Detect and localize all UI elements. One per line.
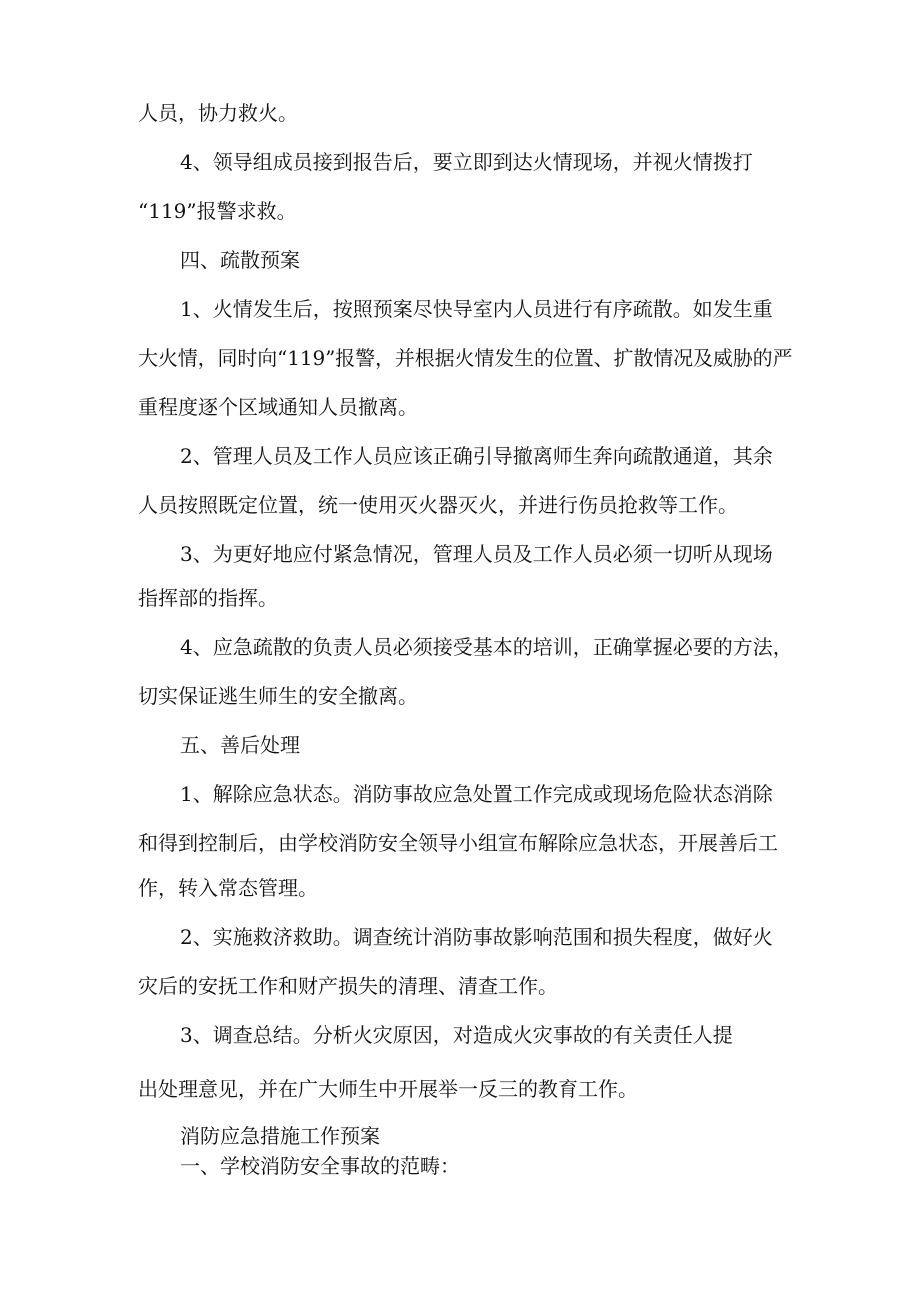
text-line: 2、管理人员及工作人员应该正确引导撤离师生奔向疏散通道，其余 bbox=[180, 444, 773, 468]
text-line: 灾后的安抚工作和财产损失的清理、清查工作。 bbox=[138, 974, 558, 998]
text-line: 3、调查总结。分析火灾原因，对造成火灾事故的有关责任人提 bbox=[180, 1023, 733, 1047]
text-line: 1、火情发生后，按照预案尽快导室内人员进行有序疏散。如发生重 bbox=[180, 297, 773, 321]
text-line: 4、应急疏散的负责人员必须接受基本的培训，正确掌握必要的方法， bbox=[180, 635, 793, 659]
text-line: 指挥部的指挥。 bbox=[138, 586, 278, 610]
section-title: 消防应急措施工作预案 bbox=[180, 1124, 380, 1148]
text-line: 切实保证逃生师生的安全撤离。 bbox=[138, 684, 418, 708]
text-line: 大火情，同时向“119”报警，并根据火情发生的位置、扩散情况及威胁的严 bbox=[138, 346, 793, 370]
text-line: 3、为更好地应付紧急情况，管理人员及工作人员必须一切听从现场 bbox=[180, 542, 773, 566]
text-line: 出处理意见，并在广大师生中开展举一反三的教育工作。 bbox=[138, 1077, 638, 1101]
section-heading: 四、疏散预案 bbox=[180, 248, 300, 272]
text-line: “119”报警求救。 bbox=[138, 199, 297, 223]
text-line: 4、领导组成员接到报告后，要立即到达火情现场，并视火情拨打 bbox=[180, 150, 753, 174]
text-line: 作，转入常态管理。 bbox=[138, 876, 318, 900]
section-heading: 五、善后处理 bbox=[180, 733, 300, 757]
text-line: 2、实施救济救助。调查统计消防事故影响范围和损失程度，做好火 bbox=[180, 925, 773, 949]
section-heading: 一、学校消防安全事故的范畴： bbox=[180, 1154, 460, 1178]
text-line: 重程度逐个区域通知人员撤离。 bbox=[138, 395, 418, 419]
text-line: 和得到控制后，由学校消防安全领导小组宣布解除应急状态，开展善后工 bbox=[138, 831, 778, 855]
text-line: 人员按照既定位置，统一使用灭火器灭火，并进行伤员抢救等工作。 bbox=[138, 493, 738, 517]
text-line: 1、解除应急状态。消防事故应急处置工作完成或现场危险状态消除 bbox=[180, 782, 773, 806]
text-line: 人员，协力救火。 bbox=[138, 101, 298, 125]
